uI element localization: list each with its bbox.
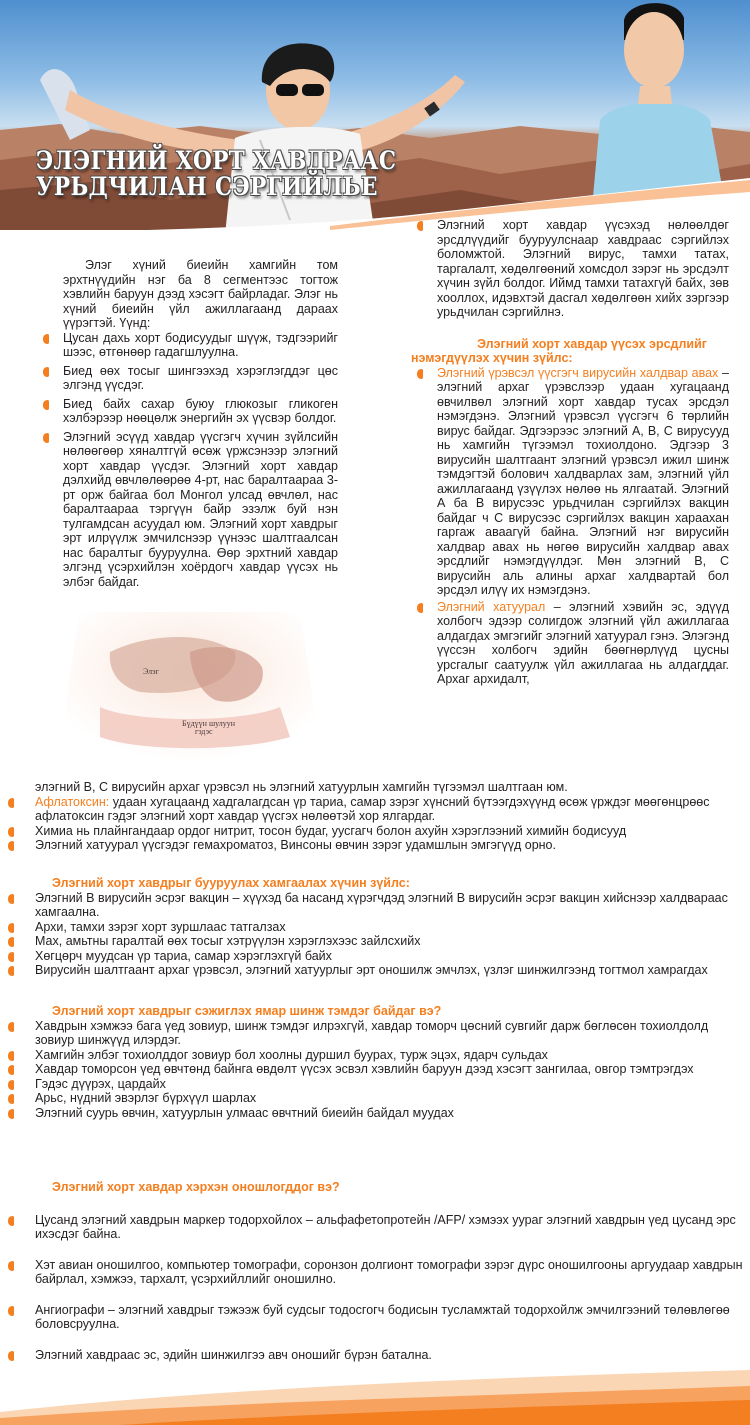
reduce-heading: Элэгний хорт хавдрыг бууруулах хамгаалах хүчин зүйлс:	[52, 876, 410, 890]
risk-heading	[437, 337, 729, 352]
list-item	[35, 824, 745, 839]
list-item: Хамгийн элбэг тохиолддог зовиур бол хоолны дуршил буурах, турж эцэх, ядарч сульдах	[35, 1048, 745, 1063]
list-item: Хэт авиан оношилгоо, компьютер томографи, соронзон долгионт томографи зэрэг дүрс оношилгооны аргуудаар хавдрын байрлал, хэмжээ, тархалт, үсэрхийллийг оношилно.	[35, 1258, 745, 1287]
list-item: Элэгний хорт хавдар үүсэхэд нөлөөлдөг эрсдлүүдийг бууруулснаар хавдраас сэргийлэх боломжтой. Элэгний вирус, тамхи татах, таргалалт, хөдөлгөөний хомсдол зэрэг нь эрсдэлт хүчин зүйл болдог. Иймд тамхи татахгүй байх, зөв хооллох, идэвхтэй дасгал хөдөлгөөн хийх зэргээр урьдчилан сэргийлнэ.	[437, 218, 729, 319]
abdomen-organ-illustration	[40, 612, 340, 762]
organ-label-liver: Элэг	[143, 667, 159, 676]
diagnosis-section	[35, 1180, 745, 1362]
organ-label-colon-2: гэдэс	[195, 727, 213, 736]
continuation-text: элэгний В, С вирусийн архаг үрэвсэл нь элэгний хатуурлын хамгийн түгээмэл шалтгаан юм.	[35, 780, 568, 794]
list-item: Цусан дахь хорт бодисуудыг шүүж, тэдгээрийг шээс, өтгөнөөр гадагшлуулна.	[63, 330, 338, 359]
list-item: Арьс, нүдний эвэрлэг бүрхүүл шарлах	[35, 1091, 745, 1106]
reduce-section	[35, 876, 745, 978]
list-item: Хавдрын хэмжээ бага үед зовиур, шинж тэмдэг илрэхгүй, хавдар томорч цөсний сувгийг дарж бөглөсөн тохиолдолд зовиур шинжүүд илэрдэг.	[35, 1019, 745, 1048]
risk-text: – элэгний архаг үрэвслээр удаан хугацаанд өвчилвөл элэгний хорт хавдар тусах эрсдэл нэмэгдэнэ. Элэгний үрэвсэл үүсгэгч 6 төрлийн вирус байдаг. Эдгээрээс элэгний А, В, С вирусууд нь хамгийн түгээмэл тохиолдоно. Эдгээр 3 вирусийн шалтгаант элэгний үрэвсэл ижил шинж тэмдэгтэй болович халдварлах зам, элэгний үйл ажиллагаанд үзүүлэх нөлөө нь ялгаатай. Элэгний А ба В вирусээс урьдчилан сэргийлэх вакцин байдаг ч С вирусээс сэргийлэх вакцин хараахан гаргаж аваагүй байна. Элэгний нэг вирусийн халдвар авах нь нөгөө вирусийн халдвар авах эрсдлийг нэмэгдүүлдэг. Мөн элэгний В, С вирусийн аль алины архаг халдвартай бол эрсдэл илүү их нэмэгдэнэ.	[437, 365, 729, 597]
list-item: Вирусийн шалтгаант архаг үрэвсэл, элэгний хатуурлыг эрт оношилж эмчлэх, үзлэг шинжилгээнд тогтмол хамрагдах	[35, 963, 745, 978]
list-item: Элэгний В вирусийн эсрэг вакцин – хүүхэд ба насанд хүрэгчдэд элэгний В вирусийн эсрэг вакцин хийснээр халдвараас хамгаална.	[35, 891, 745, 920]
list-item: Элэгний суурь өвчин, хатуурлын улмаас өвчтний биеийн байдал муудах	[35, 1106, 745, 1121]
list-item: Мах, амьтны гаралтай өөх тосыг хэтрүүлэн хэрэглэхээс зайлсхийх	[35, 934, 745, 949]
reduce-list	[35, 891, 745, 978]
liver-functions-list	[63, 331, 338, 590]
footer-wave-decoration	[0, 1350, 750, 1425]
hero-white-wedge	[0, 0, 750, 250]
list-item: Цусанд элэгний хавдрын маркер тодорхойлох – альфафетопротейн /AFP/ хэмээх уураг элэгний хавдрын үед цусанд эрс ихэсдэг байна.	[35, 1213, 745, 1242]
organ-label-colon-1: Бүдүүн шулуун	[182, 719, 236, 728]
list-item: Хавдар томорсон үед өвчтөнд байнга өвдөлт үүсэх эсвэл хэвлийн баруун дээд хэсэгт зангилаа, овгор тэмтрэгдэх	[35, 1062, 745, 1077]
risk-text: Элэгний хатуурал үүсгэдэг гемахроматоз, Винсоны өвчин зэрэг удамшлын эмгэгүүд орно.	[35, 838, 556, 852]
list-item: Биед өөх тосыг шингээхэд хэрэглэгддэг цөс элгэнд үүсдэг.	[63, 363, 338, 392]
hero-title-line2: УРЬДЧИЛАН СЭРГИЙЛЬЕ	[36, 172, 378, 201]
prevention-intro-list	[437, 218, 729, 320]
diagnosis-heading: Элэгний хорт хавдар хэрхэн оношлогддог вэ?	[52, 1180, 340, 1194]
risk-text: – элэгний хэвийн эс, эдүүд холбогч эдээр солигдож элэгний үйл ажиллагаа алдагдах эмгэгийг элэгний хатуурал гэнэ. Элэгэнд үүссэн холбогч эдийн бөөгнөрлүүд цусны урсгалыг саатуулж үйл ажиллагаа нь алдагддаг. Архаг архидалт,	[437, 599, 729, 686]
list-item: Архи, тамхи зэрэг хорт зуршлаас татгалзах	[35, 920, 745, 935]
risk-text: Химиа нь плайнгандаар ордог нитрит, тосон будаг, уусгагч болон ахуйн хэрэглээний химийн бодисууд	[35, 823, 627, 838]
list-item	[437, 366, 729, 598]
risk-title: Элэгний хатуурал	[437, 599, 546, 614]
risk-title: Афлатоксин:	[35, 794, 110, 809]
list-item: Биед байх сахар буюу глюкозыг гликоген хэлбэрээр нөөцөлж энергийн эх үүсвэр болдог.	[63, 396, 338, 425]
risk-continuation	[35, 780, 745, 853]
list-item: Ангиографи – элэгний хавдрыг тэжээж буй судсыг тодосгогч бодисын тусламжтай тодорхойлж эмчилгээний төлөвлөгөө боловсруулна.	[35, 1303, 745, 1332]
list-item: Хөгцөрч муудсан үр тариа, самар хэрэглэхгүй байх	[35, 949, 745, 964]
risk-factors-list	[437, 366, 729, 687]
intro-paragraph: Элэг хүний биеийн хамгийн том эрхтнүүдийн нэг ба 8 сегментээс тогтож хэвлийн баруун дээд хэсэгт байрладаг. Элэг нь хүний биеийн үйл ажиллагаанд дараах үүрэгтэй. Үүнд:	[63, 258, 338, 330]
left-column	[63, 258, 338, 589]
more-risks-list	[35, 795, 745, 853]
diagnosis-list	[35, 1213, 745, 1363]
right-column	[411, 218, 729, 687]
risk-heading-line2: нэмэгдүүлэх хүчин зүйлс:	[411, 351, 573, 365]
list-item: Элэгний эсүүд хавдар үүсгэгч хүчин зүйлсийн нөлөөгөөр хяналтгүй өсөж үржсэнээр элэгний хорт хавдар үүсдэг. Элэгний хорт хавдар дэлхийд өвчлөлөөрөө 4-рт, нас баралтаараа 3-рт орж байгаа бол Монгол улсад өвчлөл, нас баралтаараа тэргүүн байр эзэлж буй нэн тулгамдсан асуудал юм. Элэгний хорт хавдрыг эрт илрүүлж эмчилснээр үүнээс шалтгаалсан нас баралтыг бууруулна. Өөр эрхтний хавдар элгэнд үсэрхийлэн хоёрдогч хавдар үүсэх нь элбэг байдаг.	[63, 429, 338, 589]
symptom-list	[35, 1019, 745, 1121]
risk-heading-line1: Элэгний хорт хавдар үүсэх эрсдлийг	[477, 336, 707, 351]
hero-title-line1: ЭЛЭГНИЙ ХОРТ ХАВДРААС	[36, 146, 397, 175]
list-item	[35, 795, 745, 824]
list-item	[35, 838, 745, 853]
list-item: Элэгний хавдраас эс, эдийн шинжилгээ авч оношийг бүрэн батална.	[35, 1348, 745, 1363]
list-item: Гэдэс дүүрэх, цардайх	[35, 1077, 745, 1092]
symptom-heading: Элэгний хорт хавдрыг сэжиглэх ямар шинж тэмдэг байдаг вэ?	[52, 1004, 442, 1018]
risk-title: Элэгний үрэвсэл үүсгэгч вирусийн халдвар авах	[437, 365, 719, 380]
list-item	[437, 600, 729, 687]
risk-text: удаан хугацаанд хадгалагдсан үр тариа, самар зэрэг хүнсний бүтээгдэхүүнд өсөж үрждэг мөөгөнцрөөс афлатоксин гэдэг элэгний хорт хавдар үүсгэх нөлөөтэй хор ялгардаг.	[35, 794, 710, 823]
symptom-section	[35, 1004, 745, 1120]
